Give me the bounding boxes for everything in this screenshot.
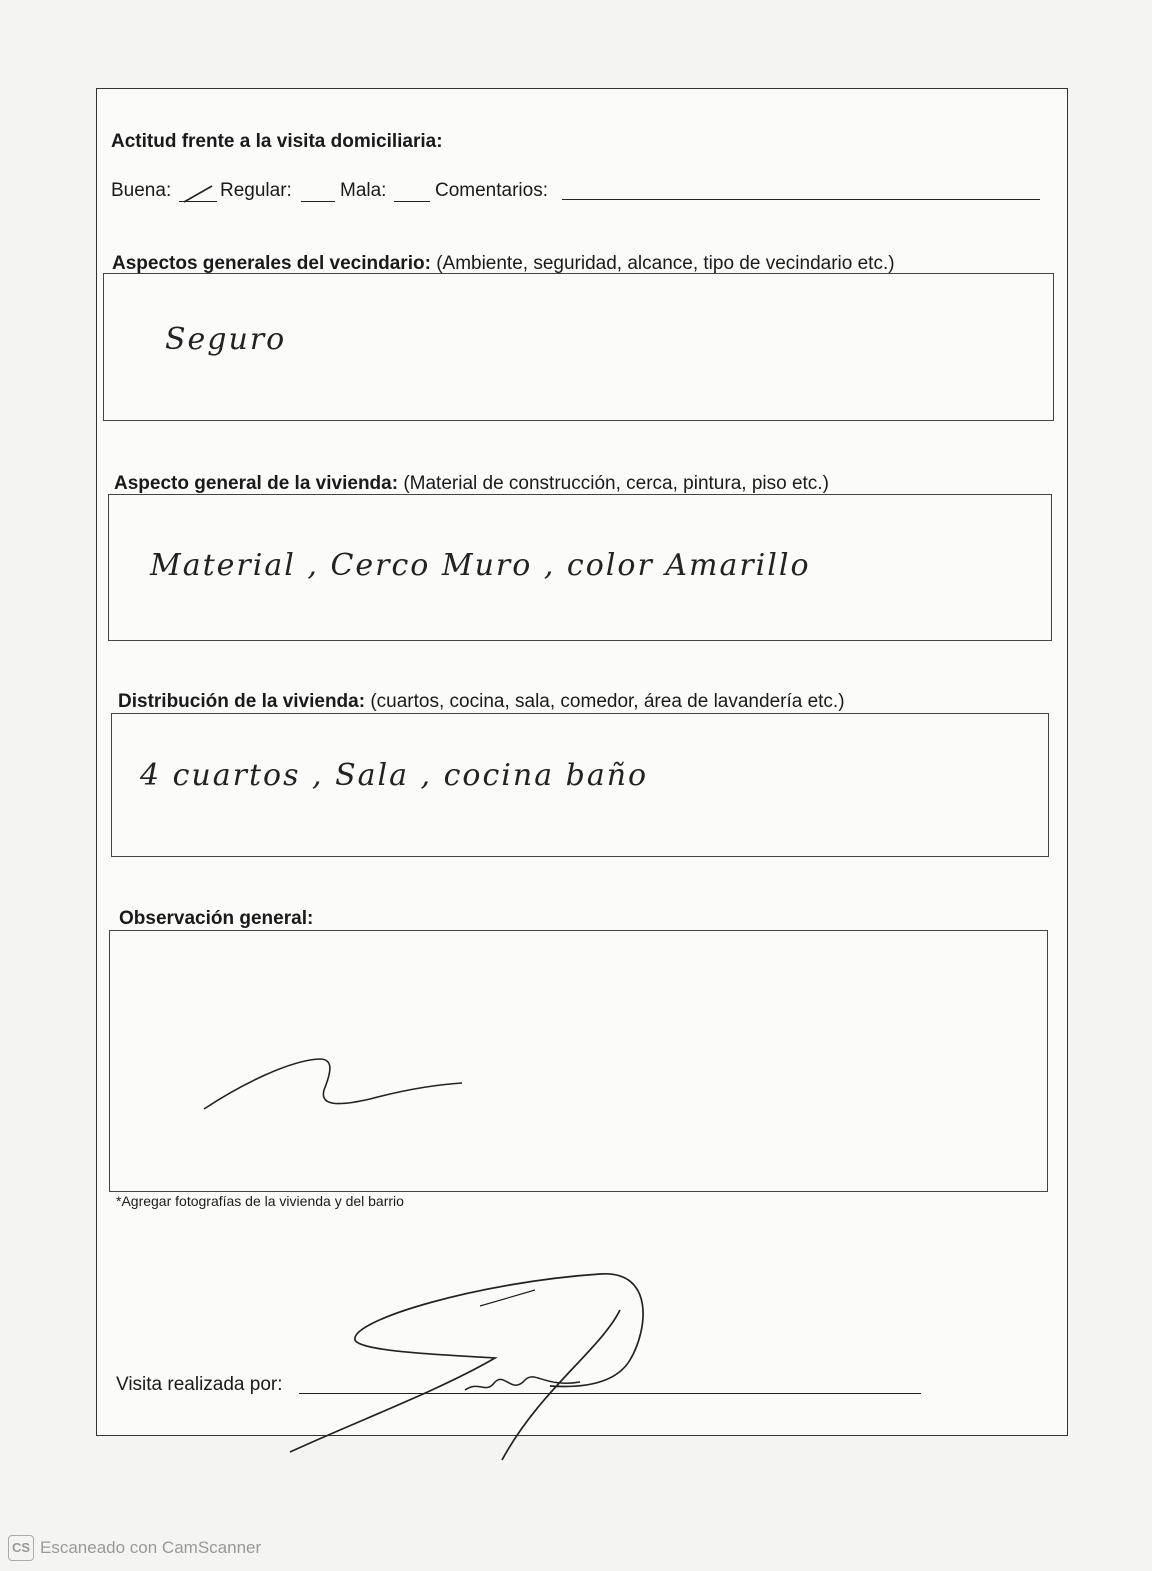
observation-scribble	[200, 1055, 470, 1115]
mala-label: Mala:	[340, 180, 387, 201]
house-general-answer: Material , Cerco Muro , color Amarillo	[150, 548, 811, 583]
regular-blank[interactable]	[301, 201, 335, 202]
regular-label: Regular:	[220, 180, 292, 201]
camscanner-logo-icon: CS	[8, 1535, 34, 1561]
observation-heading: Observación general:	[119, 908, 314, 929]
camscanner-watermark	[8, 1535, 261, 1561]
signature	[280, 1270, 660, 1470]
house-distribution-answer: 4 cuartos , Sala , cocina baño	[140, 758, 649, 793]
house-general-heading: Aspecto general de la vivienda: (Material de construcción, cerca, pintura, piso etc.)	[114, 473, 829, 494]
neighborhood-heading: Aspectos generales del vecindario: (Ambiente, seguridad, alcance, tipo de vecindario etc.)	[112, 253, 895, 274]
checkmark-stroke	[182, 184, 218, 204]
mala-blank[interactable]	[394, 201, 430, 202]
footnote: *Agregar fotografías de la vivienda y del barrio	[116, 1193, 404, 1209]
neighborhood-answer: Seguro	[165, 322, 287, 357]
attitude-title: Actitud frente a la visita domiciliaria:	[111, 131, 443, 152]
buena-label: Buena:	[111, 180, 172, 201]
visit-label: Visita realizada por:	[116, 1374, 283, 1395]
house-distribution-heading: Distribución de la vivienda: (cuartos, cocina, sala, comedor, área de lavandería etc.)	[118, 691, 845, 712]
comentarios-blank[interactable]	[562, 199, 1040, 200]
watermark-text: Escaneado con CamScanner	[40, 1538, 262, 1557]
comentarios-label: Comentarios:	[435, 180, 548, 201]
